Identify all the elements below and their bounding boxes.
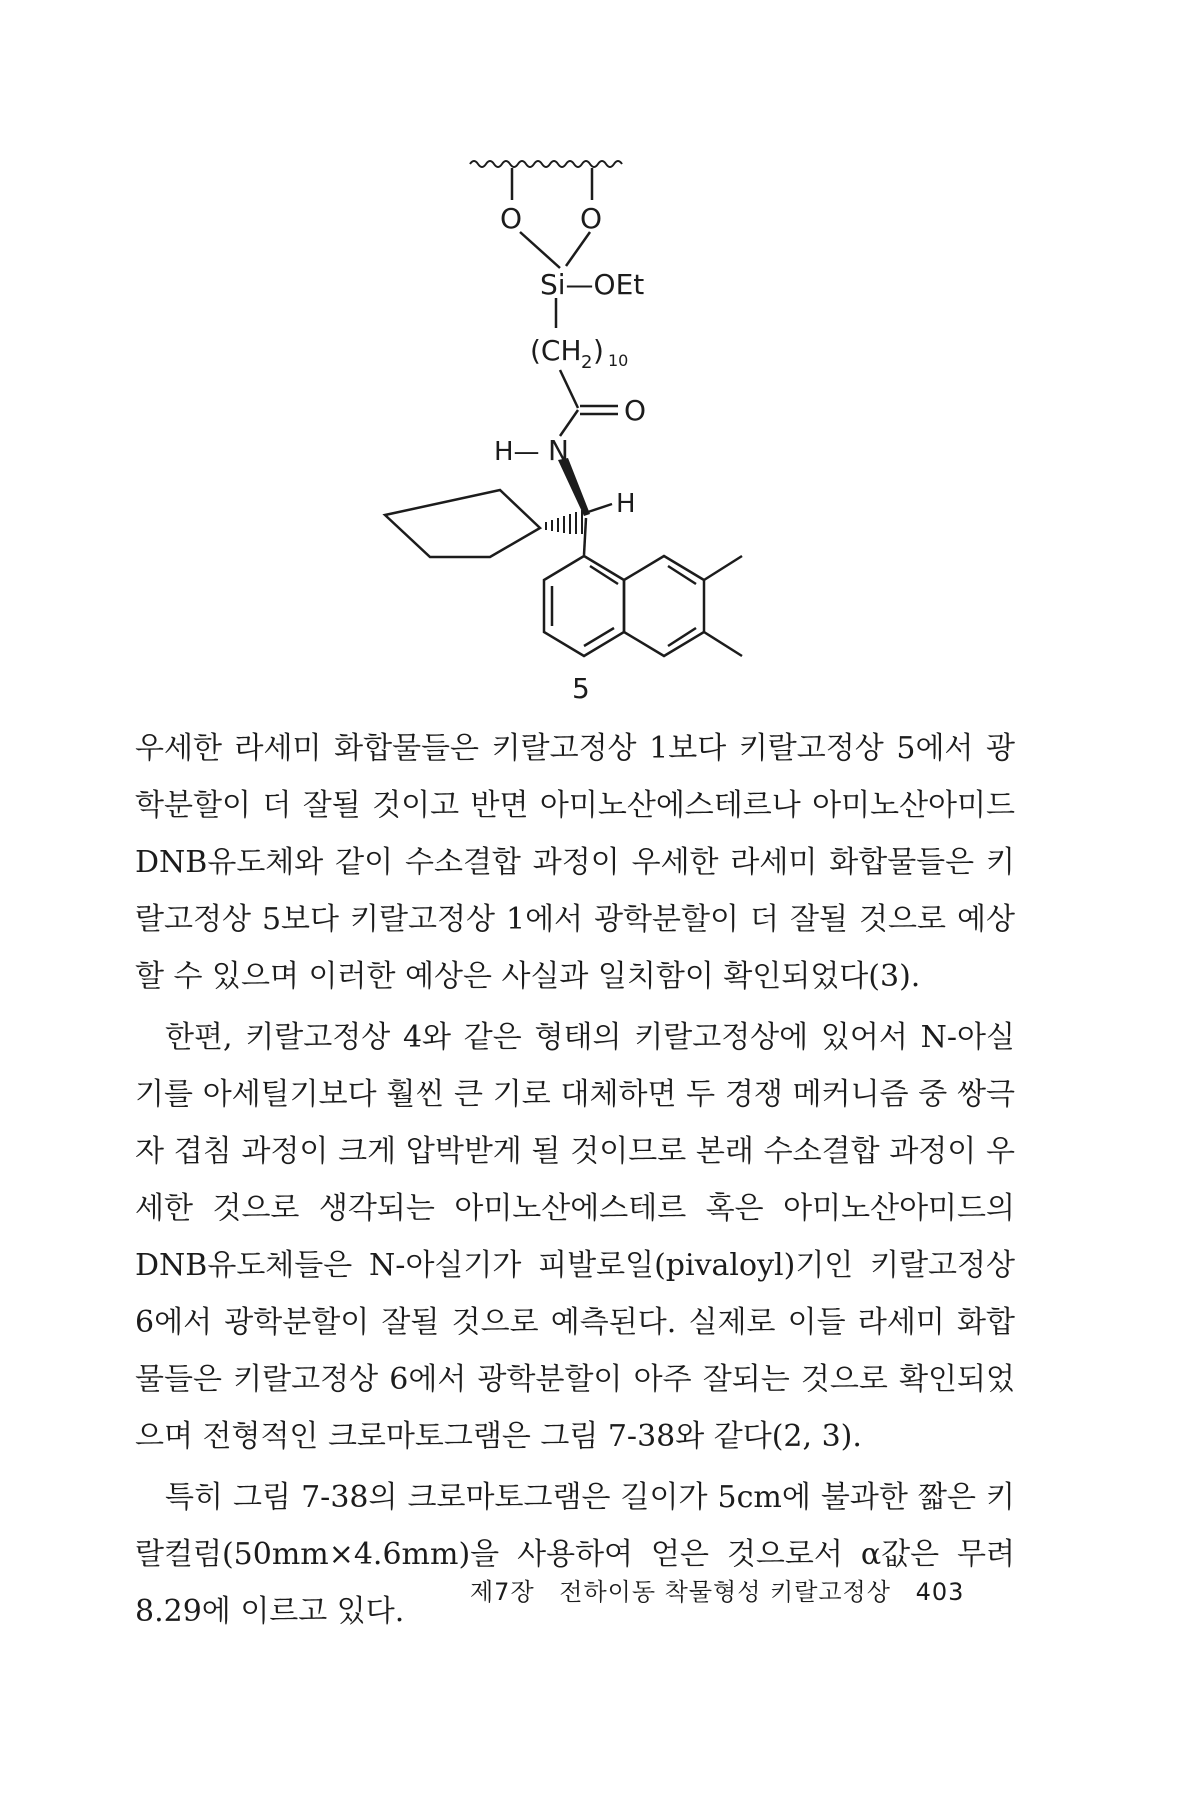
silica-surface-wavy-line [470, 161, 622, 167]
page-footer [470, 1572, 1030, 1607]
atom-amide-n: N [548, 434, 569, 467]
group-ch2-close: ) [593, 334, 604, 367]
footer-chapter-title: 전하이동 착물형성 키랄고정상 [559, 1578, 891, 1606]
paragraph-3: 특히 그림 7-38의 크로마토그램은 길이가 5cm에 불과한 짧은 키랄컬럼(50mm×4.6mm)을 사용하여 얻은 것으로서 α값은 무려 8.29에 이르고 있다. [135, 1480, 1015, 1629]
hashed-bond [546, 510, 582, 534]
group-ch2-count: 10 [608, 351, 629, 370]
chemical-structure-diagram [0, 0, 1200, 720]
page-number: 403 [915, 1578, 965, 1606]
atom-amide-h: H— [494, 437, 540, 467]
atom-carbonyl-o: O [624, 394, 647, 427]
bond-lines [385, 168, 742, 656]
group-ch2-open: (CH [530, 334, 582, 367]
atom-stereo-h: H [616, 489, 636, 519]
paragraph-2: 한편, 키랄고정상 4와 같은 형태의 키랄고정상에 있어서 N-아실기를 아세틸기보다 훨씬 큰 기로 대체하면 두 경쟁 메커니즘 중 쌍극자 겹침 과정이 크게 압박받게 될 것이므로 본래 수소결합 과정이 우세한 것으로 생각되는 아미노산에스테르 혹은 아미노산아미드의 DNB유도체들은 N-아실기가 피발로일(pivaloyl)기인 키랄고정상 6에서 광학분할이 잘될 것으로 예측된다. 실제로 이들 라세미 화합물들은 키랄고정상 6에서 광학분할이 아주 잘되는 것으로 확인되었으며 전형적인 크로마토그램은 그림 7-38와 같다(2, 3). [135, 1020, 1015, 1454]
atom-o-left: O [500, 202, 523, 235]
group-ch2-subscript: 2 [581, 352, 593, 373]
compound-number: 5 [572, 672, 590, 705]
paragraph-1: 우세한 라세미 화합물들은 키랄고정상 1보다 키랄고정상 5에서 광학분할이 더 잘될 것이고 반면 아미노산에스테르나 아미노산아미드 DNB유도체와 같이 수소결합 과정이 우세한 라세미 화합물들은 키랄고정상 5보다 키랄고정상 1에서 광학분할이 더 잘될 것으로 예상할 수 있으며 이러한 예상은 사실과 일치함이 확인되었다(3). [135, 731, 1015, 994]
atom-si-oet: Si—OEt [540, 268, 645, 301]
footer-chapter: 제7장 [470, 1578, 535, 1606]
body-text [135, 720, 1015, 1640]
atom-o-right: O [580, 202, 603, 235]
